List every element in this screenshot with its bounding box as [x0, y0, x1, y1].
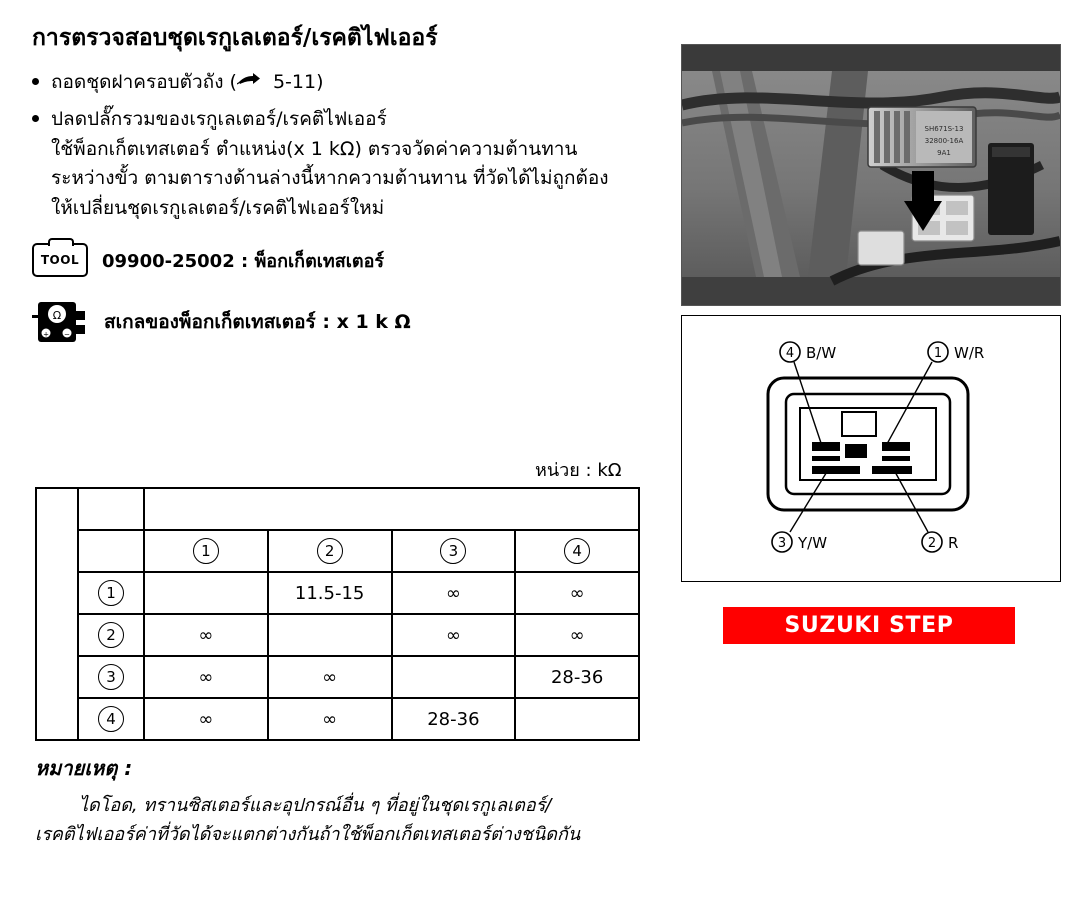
resistance-table — [35, 487, 640, 741]
suzuki-step-label: SUZUKI STEP — [784, 613, 954, 638]
note-line-1: ไดโอด, ทรานซิสเตอร์และอุปกรณ์อื่น ๆ ที่อยู่ในชุดเรกูเลเตอร์/ — [79, 795, 552, 816]
cell-4-4 — [515, 698, 639, 740]
col-header-2: 2 — [268, 530, 392, 572]
svg-text:32800-16A: 32800-16A — [924, 137, 964, 145]
note-block — [35, 752, 655, 850]
col-header-4: 4 — [515, 530, 639, 572]
list-item — [32, 68, 652, 97]
row-header-3: 3 — [78, 656, 144, 698]
bullet-2-line-4: ให้เปลี่ยนชุดเรกูเลเตอร์/เรคติไฟเออร์ใหม่ — [51, 196, 385, 219]
cell-1-4: ∞ — [515, 572, 639, 614]
table-row — [36, 698, 639, 740]
bullet-2-line-3: ระหว่างขั้ว ตามตารางด้านล่างนี้หากความต้านทาน ที่วัดได้ไม่ถูกต้อง — [51, 167, 609, 190]
corner-cell — [78, 488, 144, 530]
tool-badge-icon: TOOL — [32, 243, 88, 277]
header-corner-blank — [78, 530, 144, 572]
cell-3-4: 28-36 — [515, 656, 639, 698]
svg-text:1: 1 — [933, 346, 943, 361]
row-header-title: ขั้ว (-) ของพ็อกเก็ตเทสเตอร์ — [48, 525, 65, 698]
tool-callout — [32, 243, 652, 277]
pin-label-2: R — [948, 534, 959, 552]
meter-scale-label: สเกลของพ็อกเก็ตเทสเตอร์ : x 1 k Ω — [104, 311, 411, 334]
suzuki-step-banner — [723, 607, 1015, 644]
row-header-2: 2 — [78, 614, 144, 656]
page-title: การตรวจสอบชุดเรกูเลเตอร์/เรคติไฟเออร์ — [32, 25, 438, 51]
tool-number-label: 09900-25002 : พ็อกเก็ตเทสเตอร์ — [102, 250, 385, 272]
row-header-4: 4 — [78, 698, 144, 740]
table-row — [36, 614, 639, 656]
connector-pinout-diagram — [681, 315, 1061, 582]
left-content-column — [32, 24, 652, 345]
svg-text:3: 3 — [777, 536, 787, 551]
cell-3-1: ∞ — [144, 656, 268, 698]
bullet-1-text — [51, 68, 324, 97]
table-row — [36, 572, 639, 614]
svg-text:4: 4 — [785, 346, 795, 361]
bullet-2-line-2: ใช้พ็อกเก็ตเทสเตอร์ ตำแหน่ง(x 1 kΩ) ตรวจวัดค่าความต้านทาน — [51, 137, 578, 160]
cell-3-2: ∞ — [268, 656, 392, 698]
note-body — [35, 792, 655, 850]
bullet-dot-icon — [32, 78, 39, 85]
pin-label-1: W/R — [954, 344, 985, 362]
bullet-1-text-before: ถอดชุดฝาครอบตัวถัง ( — [51, 70, 237, 93]
table-row — [36, 656, 639, 698]
bullet-2-text — [51, 105, 609, 223]
meter-scale-callout — [32, 299, 652, 345]
svg-text:SH671S-13: SH671S-13 — [924, 125, 964, 133]
cell-2-1: ∞ — [144, 614, 268, 656]
cell-1-2: 11.5-15 — [268, 572, 392, 614]
cell-2-2 — [268, 614, 392, 656]
table-unit-label: หน่วย : kΩ — [535, 460, 622, 481]
cell-4-3: 28-36 — [392, 698, 516, 740]
svg-text:+: + — [43, 330, 49, 339]
svg-text:−: − — [64, 330, 70, 339]
svg-text:Ω: Ω — [52, 309, 62, 323]
pocket-tester-icon — [32, 299, 90, 345]
bullet-1-text-after: 5-11) — [266, 70, 324, 93]
cell-1-3: ∞ — [392, 572, 516, 614]
bullet-2-line-1: ปลดปลั๊กรวมของเรกูเลเตอร์/เรคติไฟเออร์ — [51, 108, 387, 131]
note-title: หมายเหตุ : — [35, 756, 133, 780]
svg-text:2: 2 — [927, 536, 937, 551]
pin-label-3: Y/W — [798, 534, 828, 552]
cell-1-1 — [144, 572, 268, 614]
cell-2-4: ∞ — [515, 614, 639, 656]
pointing-hand-icon — [237, 68, 267, 97]
cell-4-1: ∞ — [144, 698, 268, 740]
cell-3-3 — [392, 656, 516, 698]
note-line-2: เรคติไฟเออร์ค่าที่วัดได้จะแตกต่างกันถ้าใช้พ็อกเก็ตเทสเตอร์ต่างชนิดกัน — [35, 823, 581, 845]
table-row — [36, 488, 639, 530]
table-row — [36, 530, 639, 572]
svg-text:9A1: 9A1 — [937, 149, 951, 157]
cell-4-2: ∞ — [268, 698, 392, 740]
regulator-photo — [681, 44, 1061, 306]
pin-label-4: B/W — [806, 344, 837, 362]
column-header-title: ขั้ว (+) ของพ็อกเก็ตเทสเตอร์ — [144, 488, 639, 530]
bullet-dot-icon — [32, 115, 39, 122]
col-header-3: 3 — [392, 530, 516, 572]
cell-2-3: ∞ — [392, 614, 516, 656]
list-item — [32, 105, 652, 223]
col-header-1: 1 — [144, 530, 268, 572]
row-header-title-cell — [36, 488, 78, 740]
row-header-1: 1 — [78, 572, 144, 614]
